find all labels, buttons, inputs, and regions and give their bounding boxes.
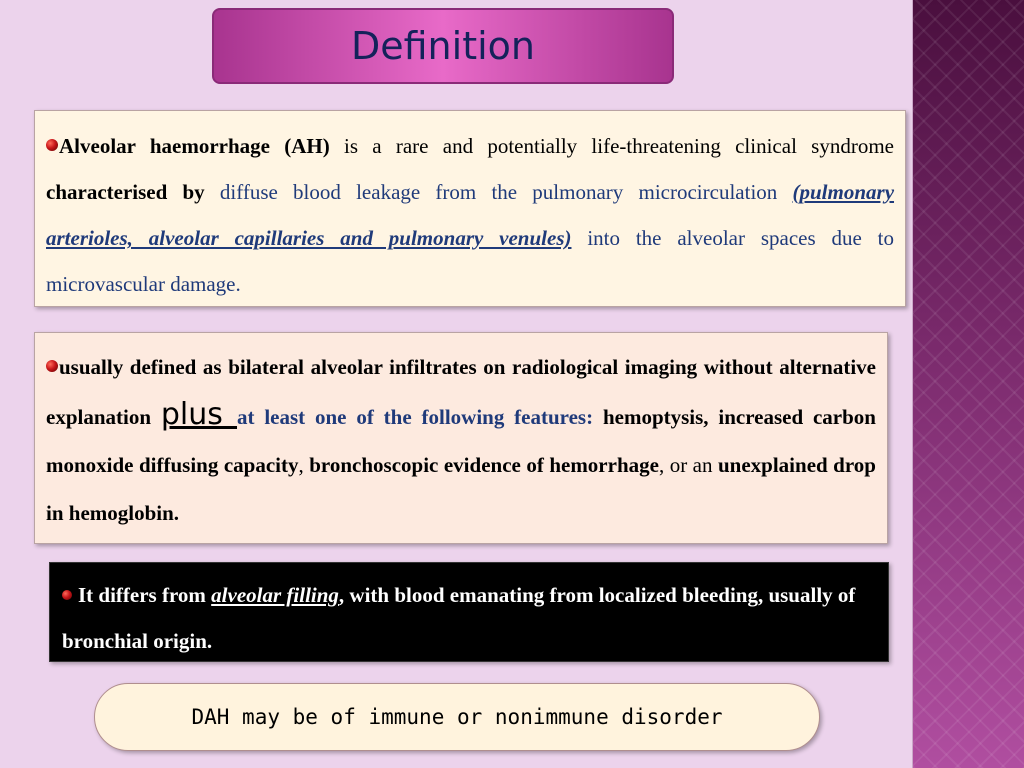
- p1-text-3: into the alveolar spaces due to microvascular damage.: [46, 226, 894, 296]
- footer-pill: [94, 683, 820, 751]
- definition-box-3: [49, 562, 889, 662]
- p2-text-4: , or an: [658, 453, 718, 477]
- p3-text-1: It differs from: [78, 583, 212, 607]
- decorative-side-panel: [912, 0, 1024, 768]
- p3-alveolar-filling: alveolar filling: [211, 583, 339, 607]
- definition-box-2: [34, 332, 888, 544]
- bullet-icon: [62, 590, 72, 600]
- p2-text-1: usually defined as bilateral alveolar infiltrates on radiological imaging without alternative explanation: [46, 355, 876, 429]
- term-ah: Alveolar haemorrhage (AH): [59, 134, 330, 158]
- p1-characterised: characterised by: [46, 180, 205, 204]
- slide-title: Definition: [350, 24, 535, 68]
- p2-features: at least one of the following features:: [237, 405, 594, 429]
- p1-text-1: is a rare and potentially life-threatening clinical syndrome: [329, 134, 894, 158]
- title-banner: [212, 8, 674, 84]
- definition-box-1: [34, 110, 906, 307]
- p2-text-5: unexplained drop in hemoglobin.: [46, 453, 876, 525]
- p1-vessels: (pulmonary arterioles, alveolar capillaries and pulmonary venules): [46, 180, 895, 250]
- footer-text: DAH may be of immune or nonimmune disorder: [191, 705, 723, 729]
- p2-plus: plus: [160, 397, 238, 432]
- bullet-icon: [46, 360, 58, 372]
- p2-comma: ,: [298, 453, 310, 477]
- p2-text-2: hemoptysis, increased carbon monoxide diffusing capacity: [46, 405, 876, 477]
- bullet-icon: [46, 139, 58, 151]
- p2-text-3: bronchoscopic evidence of hemorrhage: [309, 453, 659, 477]
- p3-text-2: , with blood emanating from localized bleeding, usually of bronchial origin.: [62, 583, 856, 653]
- p1-text-2: diffuse blood leakage from the pulmonary microcirculation: [204, 180, 793, 204]
